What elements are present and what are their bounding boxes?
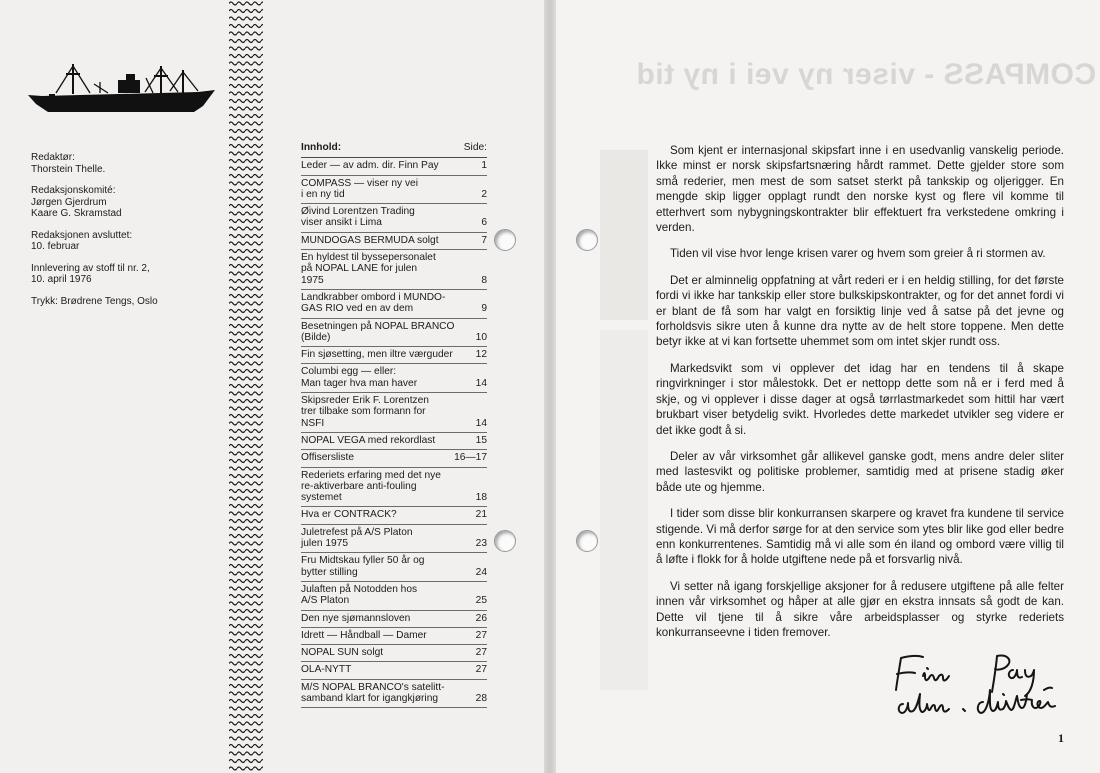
- toc-entry-title: Øivind Lorentzen Trading viser ansikt i Lima: [301, 206, 415, 229]
- toc-entry-title: Den nye sjømannsloven: [301, 612, 411, 624]
- toc-entry-title: Julaften på Notodden hos A/S Platon: [301, 583, 418, 607]
- toc-entry-page: 26: [475, 612, 487, 624]
- toc-entry: [301, 680, 487, 709]
- closed-date: 10. februar: [31, 241, 80, 252]
- toc-entry-title: MUNDOGAS BERMUDA solgt: [301, 234, 439, 246]
- toc-entry-page: 18: [475, 492, 487, 504]
- toc-entry-title: NOPAL SUN solgt: [301, 647, 384, 659]
- toc-entry: [301, 611, 487, 628]
- toc-entry: [301, 250, 487, 290]
- article-paragraph: Tiden vil vise hvor lenge krisen varer og hvem som greier å ri stormen av.: [670, 247, 1046, 261]
- toc-entry-title: Juletrefest på A/S Platon julen 1975: [301, 526, 413, 550]
- toc-entry: [301, 553, 487, 582]
- toc-entry-page: 10: [475, 331, 487, 343]
- toc-heading: Innhold:: [301, 142, 342, 153]
- toc-entry-page: 16—17: [454, 452, 487, 464]
- toc-entry-title: Offisersliste: [301, 452, 355, 464]
- submission-line: Innlevering av stoff til nr. 2,: [31, 262, 150, 274]
- toc-entry: [301, 468, 487, 508]
- toc-entry: [301, 364, 487, 393]
- toc-entry: [301, 204, 487, 233]
- ghost-title: COMPASS - viser ny vei i ny tid: [636, 58, 1097, 91]
- toc-entry-page: 21: [475, 509, 487, 521]
- toc-entry: [301, 525, 487, 554]
- article-paragraph: Deler av vår virksomhet går allikevel ganske godt, mens andre deler sliter med lastesvikt og politiske problemer, samtidig med at prisene stadig øker både ute og hjemme.: [656, 449, 1064, 494]
- toc-entry-page: 27: [475, 647, 487, 659]
- toc-entry: [301, 507, 487, 524]
- toc-entry-title: Landkrabber ombord i MUNDO- GAS RIO ved en av dem: [301, 291, 446, 315]
- toc-entry-page: 27: [475, 664, 487, 676]
- toc-entry-title: Fin sjøsetting, men iltre værguder: [301, 349, 453, 361]
- toc-entry-title: En hyldest til byssepersonalet på NOPAL LANE for julen 1975: [301, 252, 436, 286]
- toc-entry-title: Idrett — Håndball — Damer: [301, 629, 427, 641]
- toc-entry-page: 24: [475, 566, 487, 578]
- toc-entry-page: 12: [475, 349, 487, 361]
- toc-entry-page: 6: [481, 217, 487, 229]
- article-paragraph: I tider som disse blir konkurransen skarpere og kravet fra kundene til service stigende. Vi må derfor sørge for at den service som ytes blir like god eller bedre enn konkurrentenes. Samtidig må vi alle som én iland og ombord være villig til å løfte i flokk for å holde utgiftene nede på et forsvarlig nivå.: [656, 507, 1064, 567]
- toc-entry: [301, 290, 487, 319]
- toc-entry: [301, 347, 487, 364]
- colophon: [31, 152, 221, 317]
- toc-entry: [301, 645, 487, 662]
- table-of-contents: [301, 142, 487, 708]
- toc-page-heading: Side:: [463, 142, 487, 153]
- toc-entry-page: 14: [475, 377, 487, 389]
- toc-entry: [301, 393, 487, 433]
- toc-entry-title: Skipsreder Erik F. Lorentzen trer tilbake som formann for NSFI: [301, 395, 429, 429]
- toc-entry-page: 9: [481, 303, 487, 315]
- binder-hole: [576, 530, 598, 552]
- ship-silhouette-icon: [26, 60, 218, 120]
- spine-gutter: [544, 0, 556, 773]
- toc-entry-page: 8: [481, 274, 487, 286]
- toc-entry: [301, 662, 487, 679]
- toc-entry: [301, 582, 487, 611]
- toc-entry-page: 28: [475, 692, 487, 704]
- toc-entry-page: 2: [481, 188, 487, 200]
- toc-entry-title: Hva er CONTRACK?: [301, 509, 397, 521]
- toc-entry: [301, 628, 487, 645]
- toc-entry-page: 14: [475, 417, 487, 429]
- wave-border-decoration: [229, 0, 263, 773]
- article-paragraph: Som kjent er internasjonal skipsfart inne i en usedvanlig vanskelig periode. Ikke minst er norsk skipsfartsnæring hårdt rammet. Dette gjelder store som små rederier, men mest de som satset sterkt på tankskip og oljerigger. En mengde skip ligger opplagt rundt den norske kyst og flere vil komme til etterhvert som nybygningskontrakter blir effektuert fra verkstedene omkring i verden.: [656, 144, 1064, 235]
- toc-entry-title: Columbi egg — eller: Man tager hva man haver: [301, 366, 418, 389]
- page-number: 1: [1058, 731, 1064, 745]
- article-paragraph: Markedsvikt som vi opplever det idag har en tendens til å skape ringvirkninger i stor målestokk. Det er nettopp dette som nå er i ferd med å skje, og vi opplever i disse dager at også tørrlastmarkedet som hittil har vært brukbart viser betydelig svikt. Hvorledes dette markedet utvikler seg videre er det ikke godt å si.: [656, 361, 1064, 437]
- toc-header: [301, 142, 487, 158]
- closed-label: Redaksjonen avsluttet:: [31, 229, 133, 241]
- toc-entry-page: 7: [481, 234, 487, 246]
- committee-label: Redaksjonskomité:: [31, 185, 116, 196]
- toc-entry-title: COMPASS — viser ny vei i en ny tid: [301, 177, 418, 200]
- toc-list: [301, 158, 487, 708]
- binder-hole: [494, 229, 516, 251]
- toc-entry-page: 27: [475, 629, 487, 641]
- toc-entry-title: M/S NOPAL BRANCO's satelitt- samband klart for igangkjøring: [301, 681, 445, 704]
- article-body: [656, 143, 1064, 651]
- toc-entry-title: Fru Midtskau fyller 50 år og bytter stilling: [301, 555, 425, 578]
- handwritten-signature: [893, 652, 1068, 722]
- toc-entry: [301, 233, 487, 250]
- printer-credit: Trykk: Brødrene Tengs, Oslo: [31, 295, 158, 307]
- toc-entry: [301, 450, 487, 467]
- committee-member: Jørgen Gjerdrum: [31, 196, 107, 208]
- toc-entry-title: Rederiets erfaring med det nye re-aktiverbare anti-fouling systemet: [301, 469, 441, 504]
- toc-entry-title: Leder — av adm. dir. Finn Pay: [301, 160, 439, 172]
- article-paragraph: Vi setter nå igang forskjellige aksjoner for å redusere utgiftene på alle felter innen vår virksomhet og håper at alle gjør en ekstra innsats så godt de kan. Dette vil tjene til å sikre våre arbeidsplasser og styrke rederiets konkurranseevne i tiden fremover.: [656, 579, 1064, 639]
- ghost-text-shadow: [600, 330, 648, 690]
- submission-date: 10. april 1976: [31, 274, 92, 285]
- toc-entry-title: Besetningen på NOPAL BRANCO (Bilde): [301, 320, 455, 343]
- editor-label: Redaktør:: [31, 152, 75, 163]
- toc-entry: [301, 158, 487, 175]
- toc-entry-page: 23: [475, 538, 487, 550]
- ghost-photo-shadow: [600, 150, 648, 320]
- binder-hole: [494, 530, 516, 552]
- toc-entry-page: 15: [475, 434, 487, 446]
- toc-entry-page: 25: [475, 595, 487, 607]
- editor-name: Thorstein Thelle.: [31, 163, 106, 175]
- toc-entry-title: OLA-NYTT: [301, 664, 352, 676]
- committee-member: Kaare G. Skramstad: [31, 208, 122, 219]
- article-paragraph: Det er alminnelig oppfatning at vårt rederi er i en heldig stilling, for det første fordi vi ikke har tankskip eller store bulkskipskontrakter, og for det annet fordi vi er blant de få som har valgt en forsiktig linje ved å satse på det jevne og forholdsvis sikre uten å kunne dra nytte av de helt store toppene. Men dette betyr ikke at vi kan fortsette uhemmet som om intet skjer rundt oss.: [656, 273, 1064, 349]
- binder-hole: [576, 229, 598, 251]
- toc-entry: [301, 176, 487, 205]
- toc-entry-title: NOPAL VEGA med rekordlast: [301, 434, 436, 446]
- toc-entry: [301, 433, 487, 450]
- toc-entry-page: 1: [481, 160, 487, 172]
- toc-entry: [301, 319, 487, 348]
